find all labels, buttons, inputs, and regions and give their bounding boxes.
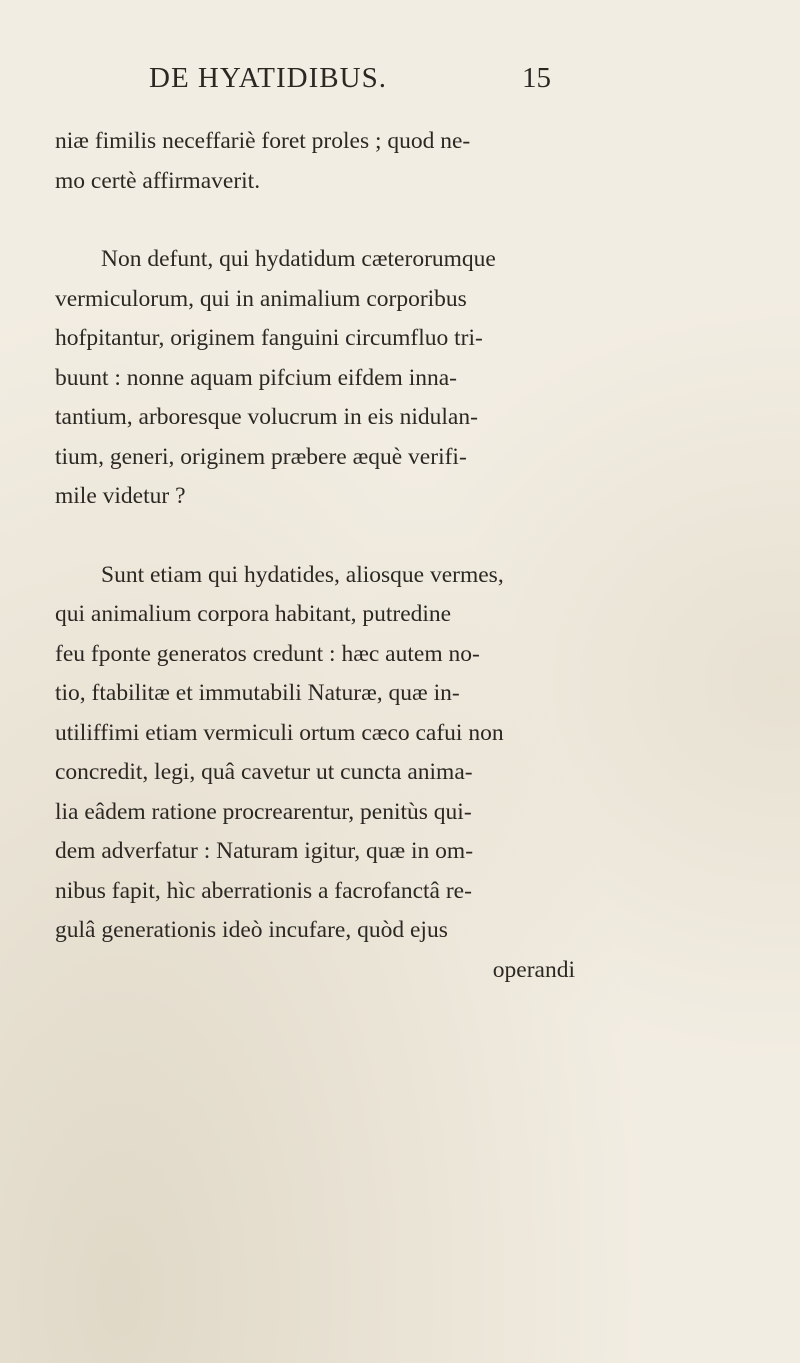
text-line: niæ fimilis neceffariè foret proles ; quod ne- bbox=[55, 128, 471, 154]
text-line: Sunt etiam qui hydatides, aliosque vermes, bbox=[101, 561, 504, 588]
text-line: concredit, legi, quâ cavetur ut cuncta anima- bbox=[55, 759, 473, 785]
paragraph-2 bbox=[55, 240, 575, 517]
body-text bbox=[55, 122, 575, 990]
text-line: tio, ftabilitæ et immutabili Naturæ, quæ in- bbox=[55, 680, 460, 706]
text-line: dem adverfatur : Naturam igitur, quæ in om- bbox=[55, 838, 474, 864]
text-line: gulâ generationis ideò incufare, quòd ejus bbox=[55, 917, 448, 943]
text-line: tantium, arboresque volucrum in eis nidulan- bbox=[55, 404, 478, 430]
text-line: qui animalium corpora habitant, putredine bbox=[55, 601, 452, 627]
text-line: hofpitantur, originem fanguini circumfluo tri- bbox=[55, 325, 483, 351]
text-line: feu fponte generatos credunt : hæc autem no- bbox=[55, 640, 480, 667]
catchword: operandi bbox=[492, 956, 575, 983]
text-line: buunt : nonne aquam pifcium eifdem inna- bbox=[55, 364, 458, 391]
text-line: vermiculorum, qui in animalium corporibus bbox=[55, 285, 467, 312]
text-line: lia eâdem ratione procrearentur, penitùs qui- bbox=[55, 798, 472, 825]
paragraph-3 bbox=[55, 556, 575, 951]
paragraph-1 bbox=[55, 122, 575, 201]
page-number: 15 bbox=[522, 62, 551, 94]
text-line: nibus fapit, hìc aberrationis a facrofanctâ re- bbox=[55, 877, 472, 904]
running-head: DE HYATIDIBUS. bbox=[149, 62, 387, 94]
page-header bbox=[0, 62, 800, 102]
text-line: mo certè affirmaverit. bbox=[55, 167, 261, 194]
text-line: utiliffimi etiam vermiculi ortum cæco cafui non bbox=[55, 719, 504, 746]
text-line: mile videtur ? bbox=[55, 483, 186, 509]
text-line: Non defunt, qui hydatidum cæterorumque bbox=[101, 246, 496, 272]
text-line: tium, generi, originem præbere æquè verifi- bbox=[55, 443, 467, 470]
